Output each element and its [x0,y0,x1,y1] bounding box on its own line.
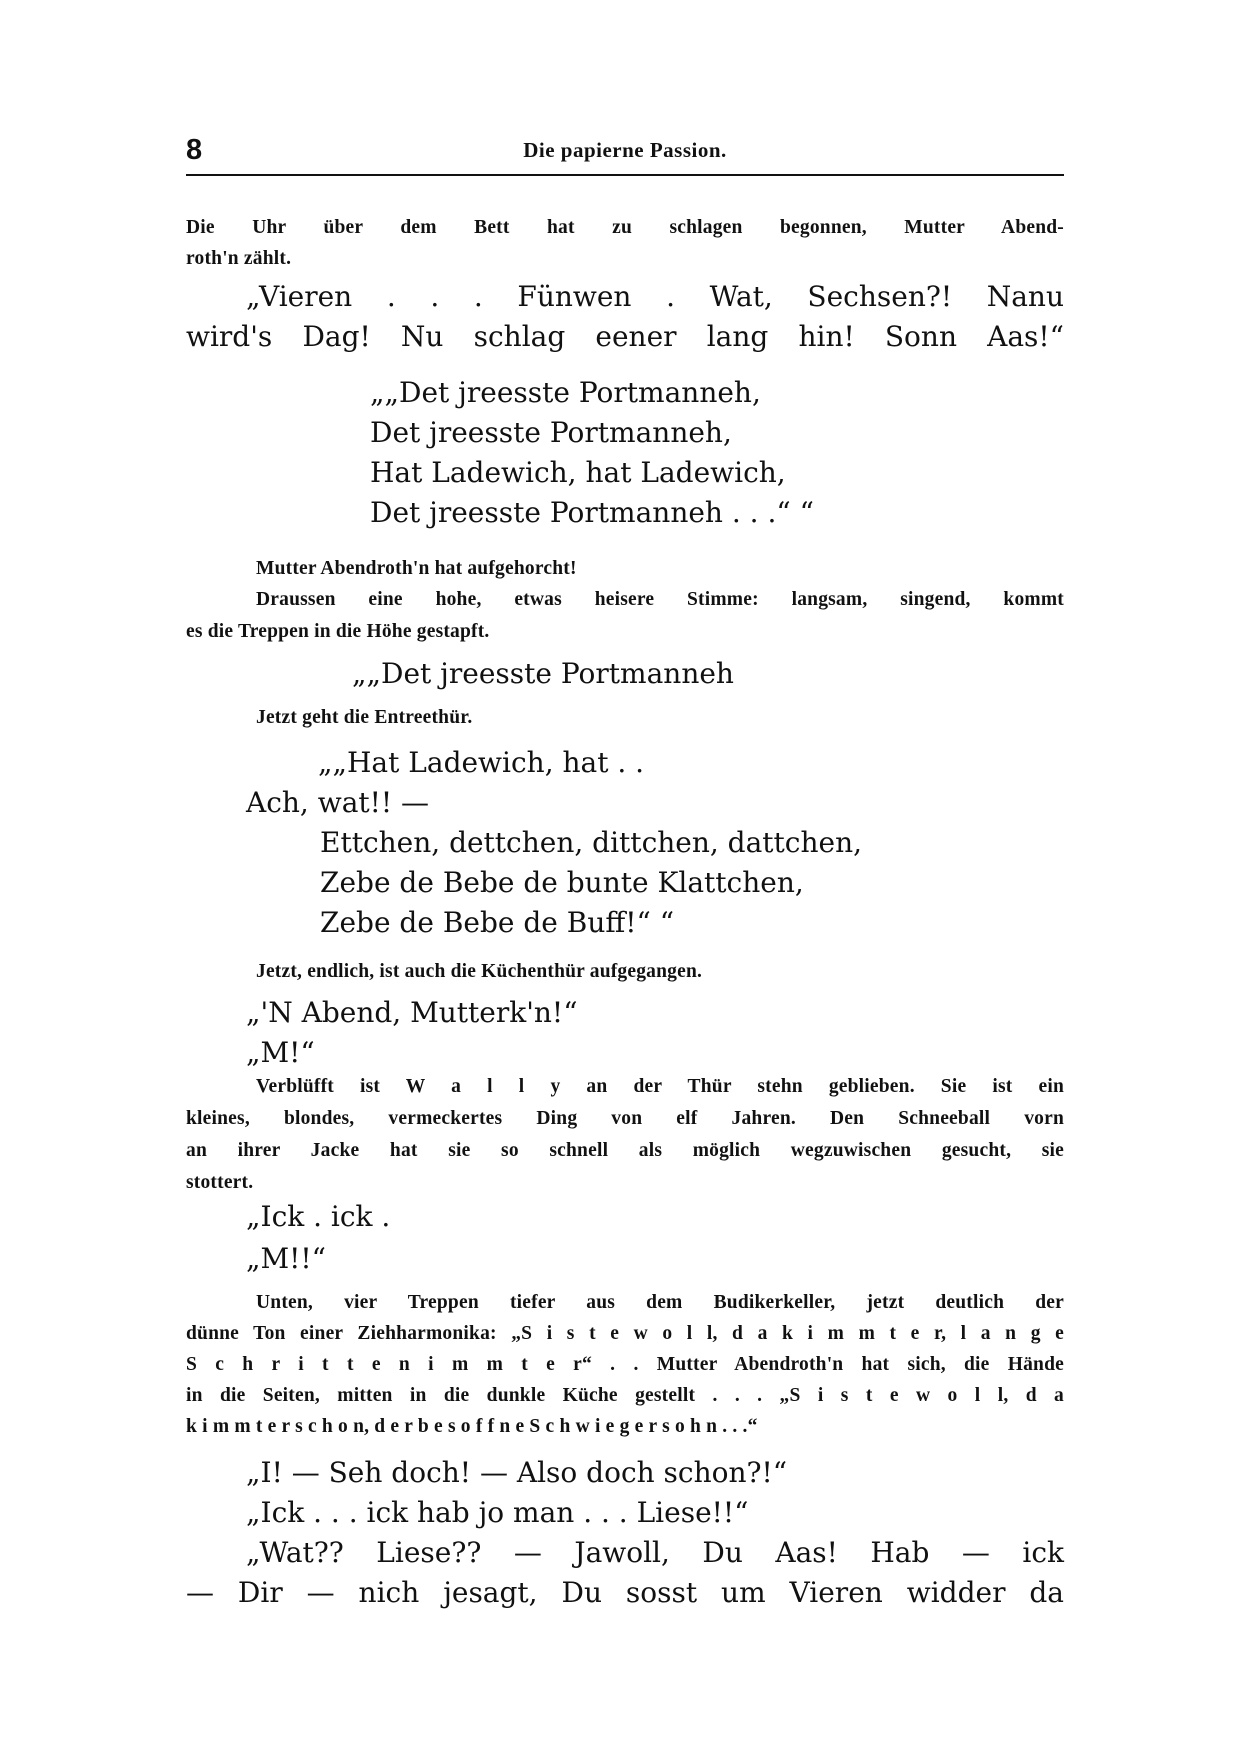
stage-direction: Draussen eine hohe, etwas heisere Stimme: langsam, singend, kommt [256,589,1064,610]
speech-line: „Vieren . . . Fünwen . Wat, Sechsen?! Nanu [246,280,1064,313]
song-line: Zebe de Bebe de Buff!“ “ [320,906,675,939]
stage-direction: kleines, blondes, vermeckertes Ding von elf Jahren. Den Schneeball vorn [186,1108,1064,1129]
song-line: Det jreesste Portmanneh, [370,416,732,449]
speech-line: „Ick . . . ick hab jo man . . . Liese!!“ [246,1496,749,1529]
stage-direction: S c h r i t t e n i m m t e r“ . . Mutter Abendroth'n hat sich, die Hände [186,1354,1064,1375]
song-line: Hat Ladewich, hat Ladewich, [370,456,786,489]
stage-direction: Verblüfft ist W a l l y an der Thür stehn geblieben. Sie ist ein [256,1076,1064,1097]
song-line: „„Hat Ladewich, hat . . [318,746,645,779]
speech-line: „M!!“ [246,1242,326,1275]
speech-line: Ach, wat!! — [246,786,430,819]
speech-line: „Ick . ick . [246,1200,391,1233]
speech-line: „'N Abend, Mutterk'n!“ [246,996,578,1029]
stage-direction: Unten, vier Treppen tiefer aus dem Budikerkeller, jetzt deutlich der [256,1292,1064,1313]
running-title: Die papierne Passion. [523,138,727,162]
speech-line: „I! — Seh doch! — Also doch schon?!“ [246,1456,788,1489]
page-header [186,130,1064,176]
speech-line: „Wat?? Liese?? — Jawoll, Du Aas! Hab — ick [246,1536,1064,1569]
stage-direction: k i m m t e r s c h o n, d e r b e s o f f n e S c h w i e g e r s o h n . . .“ [186,1416,758,1437]
song-line: „„Det jreesste Portmanneh [352,657,734,690]
page-number: 8 [186,134,203,166]
song-line: Det jreesste Portmanneh . . .“ “ [370,496,814,529]
stage-direction: Mutter Abendroth'n hat aufgehorcht! [256,558,577,579]
stage-direction: stottert. [186,1172,254,1193]
stage-direction: es die Treppen in die Höhe gestapft. [186,621,490,642]
speech-line: wird's Dag! Nu schlag eener lang hin! Sonn Aas!“ [186,320,1064,353]
stage-direction: in die Seiten, mitten in die dunkle Küche gestellt . . . „S i s t e w o l l, d a [186,1385,1064,1406]
stage-direction: an ihrer Jacke hat sie so schnell als möglich wegzuwischen gesucht, sie [186,1140,1064,1161]
song-line: Ettchen, dettchen, dittchen, dattchen, [320,826,863,859]
stage-direction: roth'n zählt. [186,248,292,269]
song-line: „„Det jreesste Portmanneh, [370,376,761,409]
stage-direction: dünne Ton einer Ziehharmonika: „S i s t e w o l l, d a k i m m t e r, l a n g e [186,1323,1064,1344]
stage-direction: Jetzt, endlich, ist auch die Küchenthür aufgegangen. [256,961,703,982]
stage-direction: Die Uhr über dem Bett hat zu schlagen begonnen, Mutter Abend- [186,217,1064,238]
speech-line: „M!“ [246,1036,315,1069]
speech-line: — Dir — nich jesagt, Du sosst um Vieren widder da [186,1576,1064,1609]
stage-direction: Jetzt geht die Entreethür. [256,707,473,728]
song-line: Zebe de Bebe de bunte Klattchen, [320,866,804,899]
